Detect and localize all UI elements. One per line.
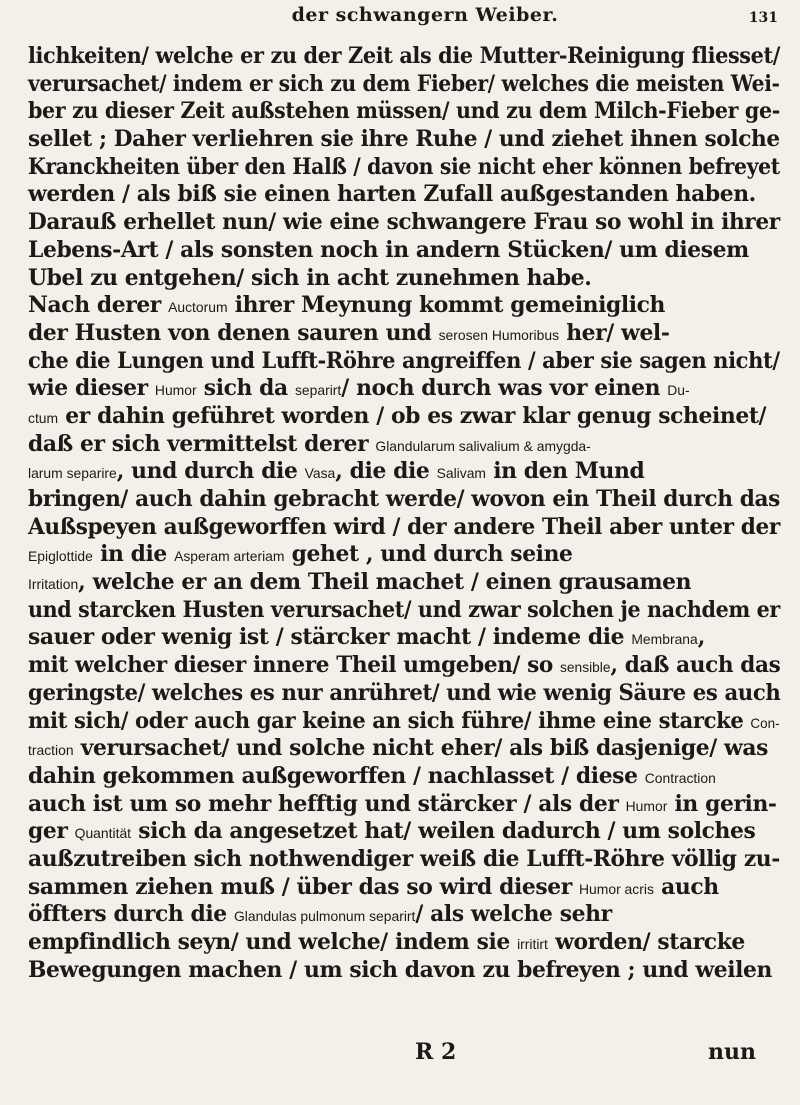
text-run: Außspeyen außgeworffen wird / der andere Theil aber unter der	[28, 513, 780, 540]
text-line	[28, 957, 780, 985]
latin-term: Salivam	[436, 465, 487, 482]
latin-term: Membrana	[631, 631, 698, 648]
text-run: Lebens-Art / als sonsten noch in andern Stücken/ um diesem	[28, 236, 749, 263]
latin-term: Irritation	[28, 576, 79, 593]
text-line	[28, 70, 780, 99]
text-line	[28, 763, 780, 791]
text-run: sellet ; Daher verliehren sie ihre Ruhe / und ziehet ihnen solche	[28, 126, 780, 153]
text-line	[28, 596, 780, 625]
text-run: lichkeiten/ welche er zu der Zeit als die Mutter-Reinigung fliesset/	[28, 43, 780, 69]
text-line	[28, 541, 780, 569]
text-run: her/ wel-	[559, 319, 670, 346]
latin-term: irritirt	[517, 936, 548, 952]
latin-term: Glandularum salivalium & amygda-	[375, 437, 591, 454]
text-line	[28, 929, 780, 957]
latin-term: sensible	[560, 659, 611, 676]
text-line	[28, 43, 780, 71]
text-line	[28, 403, 780, 431]
latin-term: Con-	[750, 714, 780, 731]
text-line	[28, 791, 780, 819]
text-run: bringen/ auch dahin gebracht werde/ wovon ein Theil durch das	[28, 486, 780, 512]
text-line	[28, 265, 780, 293]
text-run: ,	[697, 624, 705, 651]
signature-mark: R 2	[415, 1039, 457, 1065]
text-run: worden/ starcke	[547, 929, 745, 955]
latin-term: separirt	[294, 382, 342, 399]
text-run: werden / als biß sie einen harten Zufall außgestanden haben.	[28, 181, 756, 208]
text-run: ger	[28, 818, 75, 845]
running-title: der schwangern Weiber.	[291, 4, 559, 26]
text-line	[28, 153, 780, 182]
text-line	[28, 126, 780, 154]
text-run: ihrer Meynung kommt gemeiniglich	[227, 292, 666, 319]
text-line	[28, 679, 781, 708]
latin-term: Epiglottide	[28, 548, 93, 565]
latin-term: Humor acris	[579, 880, 654, 897]
text-run: ber zu dieser Zeit außstehen müssen/ und zu dem Milch-Fieber ge-	[28, 98, 780, 125]
text-line	[28, 874, 780, 902]
text-run: dahin gekommen außgeworffen / nachlasset / diese	[28, 762, 645, 789]
latin-term: Vasa	[304, 465, 336, 482]
text-line	[28, 846, 778, 874]
text-run: Nach derer	[28, 292, 169, 319]
text-run: sammen ziehen muß / über das so wird dieser	[28, 873, 580, 900]
text-run: sich da angesetzet hat/ weilen dadurch / um solches	[131, 818, 756, 845]
latin-term: Quantität	[74, 825, 132, 842]
latin-term: Glandulas pulmonum separirt	[233, 908, 416, 925]
text-run: Bewegungen machen / um sich davon zu befreyen ; und weilen	[28, 956, 773, 983]
text-line	[28, 347, 780, 376]
text-line	[28, 237, 780, 265]
text-run: wie dieser	[28, 375, 155, 402]
latin-term: Humor	[625, 797, 668, 814]
text-run: und starcken Husten verursachet/ und zwar solchen je nachdem er	[28, 596, 780, 623]
text-run: empfindlich seyn/ und welche/ indem sie	[28, 929, 518, 955]
text-run: geringste/ welches es nur anrühret/ und wie wenig Säure es auch	[28, 679, 781, 706]
text-line	[28, 209, 780, 237]
text-line	[28, 569, 780, 597]
text-line	[28, 624, 780, 652]
page-number: 131	[748, 10, 778, 26]
text-run: sauer oder wenig ist / stärcker macht / indeme die	[28, 624, 632, 651]
text-run: / als welche sehr	[415, 901, 612, 928]
text-run: außzutreiben sich nothwendiger weiß die Lufft-Röhre völlig zu-	[28, 845, 780, 872]
latin-term: Asperam arteriam	[174, 548, 285, 565]
text-run: Darauß erhellet nun/ wie eine schwangere Frau so wohl in ihrer	[28, 209, 780, 236]
page-footer	[0, 1039, 800, 1067]
text-run: che die Lungen und Lufft-Röhre angreiffen / aber sie sagen nicht/	[28, 347, 780, 374]
text-run: Kranckheiten über den Halß / davon sie nicht eher können befreyet	[28, 153, 780, 180]
text-line	[28, 431, 780, 459]
text-run: in die	[92, 541, 175, 568]
text-run: gehet , und durch seine	[284, 541, 573, 568]
latin-term: Contraction	[644, 769, 716, 786]
latin-term: traction	[28, 742, 74, 759]
text-run: auch ist um so mehr hefftig und stärcker / als der	[28, 790, 626, 817]
text-run: in den Mund	[486, 458, 645, 485]
text-run: verursachet/ und solche nicht eher/ als biß dasjenige/ was	[73, 735, 769, 762]
latin-term: serosen Humoribus	[438, 326, 560, 343]
text-run: verursachet/ indem er sich zu dem Fieber/ welches die meisten Wei-	[28, 70, 780, 97]
text-run: mit welcher dieser innere Theil umgeben/ so	[28, 652, 561, 679]
text-run: auch	[653, 873, 719, 900]
body-text	[28, 43, 786, 984]
text-run: , welche er an dem Theil machet / einen grausamen	[78, 569, 692, 596]
text-run: , daß auch das	[610, 652, 781, 679]
latin-term: Humor	[154, 382, 197, 399]
text-line	[28, 181, 780, 209]
text-line	[28, 320, 780, 348]
text-run: mit sich/ oder auch gar keine an sich führe/ ihme eine starcke	[28, 707, 751, 734]
catchword: nun	[708, 1039, 756, 1065]
text-run: / noch durch was vor einen	[341, 375, 668, 402]
text-line	[28, 818, 780, 846]
text-line	[28, 458, 780, 486]
text-run: in gerin-	[667, 790, 777, 817]
text-line	[28, 292, 780, 320]
text-run: daß er sich vermittelst derer	[28, 430, 376, 457]
latin-term: Auctorum	[168, 299, 228, 316]
latin-term: larum separire	[28, 465, 117, 482]
text-run: sich da	[196, 375, 295, 402]
text-run: , und durch die	[116, 458, 305, 485]
text-run: öffters durch die	[28, 901, 234, 928]
text-line	[28, 901, 780, 929]
text-line	[28, 513, 780, 542]
text-run: , die die	[335, 458, 437, 485]
text-run: Ubel zu entgehen/ sich in acht zunehmen habe.	[28, 264, 592, 291]
text-line	[28, 98, 780, 126]
text-line	[28, 652, 781, 680]
text-run: der Husten von denen sauren und	[28, 319, 439, 346]
text-line	[28, 735, 780, 763]
text-line	[28, 486, 780, 514]
text-run: er dahin geführet worden / ob es zwar klar genug scheinet/	[58, 402, 767, 429]
latin-term: ctum	[28, 409, 59, 426]
text-line	[28, 375, 780, 403]
latin-term: Du-	[667, 382, 690, 399]
text-line	[28, 707, 780, 736]
